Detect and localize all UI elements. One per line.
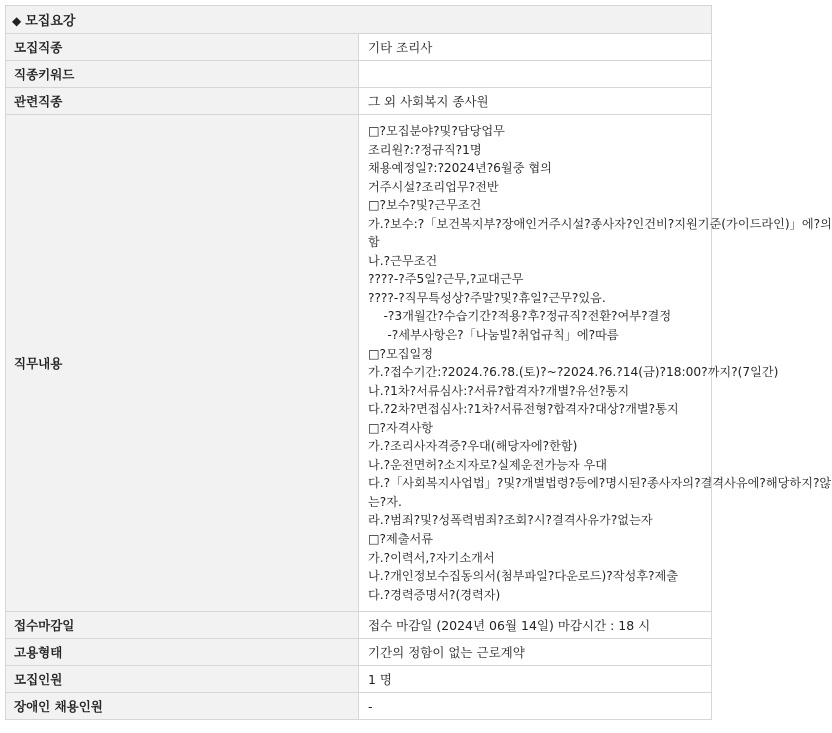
row-label: 직무내용 [6, 115, 359, 612]
row-value [359, 61, 712, 88]
duty-line: 조리원?:?정규직?1명 [368, 142, 482, 157]
duty-line: □?보수?및?근무조건 [368, 198, 482, 213]
row-headcount [6, 666, 712, 693]
duty-line: 거주시설?조리업무?전반 [368, 179, 499, 194]
duty-line: □?모집분야?및?담당업무 [368, 124, 505, 138]
duty-line: 다.?경력증명서?(경력자) [368, 587, 501, 602]
row-value: 기간의 정함이 없는 근로계약 [359, 639, 712, 666]
row-label: 관련직종 [6, 88, 359, 115]
duty-line: 라.?범죄?및?성폭력범죄?조회?시?결격사유가?없는자 [368, 513, 653, 528]
duty-line: □?자격사항 [368, 420, 434, 435]
duty-line: 가.?보수:?「보건복지부?장애인거주시설?종사자?인건비?지원기준(가이드라인)」에?의 [368, 216, 832, 231]
duties-content [359, 115, 832, 612]
row-disabled-hiring [6, 693, 712, 720]
row-value: 그 외 사회복지 종사원 [359, 88, 712, 115]
duty-line: -?세부사항은?「나눔빌?취업규칙」에?따름 [368, 328, 619, 343]
row-job-keyword [6, 61, 712, 88]
duty-line: 다.?「사회복지사업법」?및?개별법령?등에?명시된?종사자의?결격사유에?해당하지?않 [368, 476, 832, 491]
duty-line: 함 [368, 235, 380, 250]
duty-line: 다.?2차?면접심사:?1차?서류전형?합격자?대상?개별?통지 [368, 402, 679, 417]
row-employment-type [6, 639, 712, 666]
row-related-job [6, 88, 712, 115]
recruitment-table [5, 5, 832, 720]
duty-line: 채용예정일?:?2024년?6월중 협의 [368, 161, 552, 176]
row-job-category [6, 34, 712, 61]
duty-line: 나.?근무조건 [368, 253, 438, 268]
recruitment-guide [5, 5, 832, 720]
row-label: 모집직종 [6, 34, 359, 61]
row-deadline [6, 612, 712, 639]
row-label: 모집인원 [6, 666, 359, 693]
duty-line: □?모집일정 [368, 346, 434, 361]
duty-line: 나.?개인정보수집동의서(첨부파일?다운로드)?작성후?제출 [368, 569, 679, 584]
duty-line: 가.?접수기간:?2024.?6.?8.(토)?~?2024.?6.?14(금)?18:00?까지?(7일간) [368, 365, 779, 380]
duty-line: ????-?주5일?근무,?교대근무 [368, 272, 524, 287]
section-header [6, 6, 712, 34]
duty-line: □?제출서류 [368, 532, 434, 547]
row-value: 기타 조리사 [359, 34, 712, 61]
section-title: 모집요강 [25, 14, 76, 29]
row-value: - [359, 693, 712, 720]
row-label: 고용형태 [6, 639, 359, 666]
row-label: 직종키워드 [6, 61, 359, 88]
duty-line: 는?자. [368, 494, 402, 509]
diamond-icon: ◆ [12, 14, 22, 28]
row-duties [6, 115, 712, 612]
duty-line: 나.?운전면허?소지자로?실제운전가능자 우대 [368, 457, 608, 472]
row-label: 장애인 채용인원 [6, 693, 359, 720]
duty-line: 가.?조리사자격증?우대(해당자에?한함) [368, 439, 578, 454]
row-value: 1 명 [359, 666, 712, 693]
duty-line: 나.?1차?서류심사:?서류?합격자?개별?유선?통지 [368, 383, 630, 398]
duty-line: 가.?이력서,?자기소개서 [368, 550, 495, 565]
duty-line: ????-?직무특성상?주말?및?휴일?근무?있음. [368, 290, 606, 305]
row-label: 접수마감일 [6, 612, 359, 639]
row-value: 접수 마감일 (2024년 06월 14일) 마감시간 : 18 시 [359, 612, 712, 639]
duty-line: -?3개월간?수습기간?적용?후?정규직?전환?여부?결정 [368, 309, 672, 324]
